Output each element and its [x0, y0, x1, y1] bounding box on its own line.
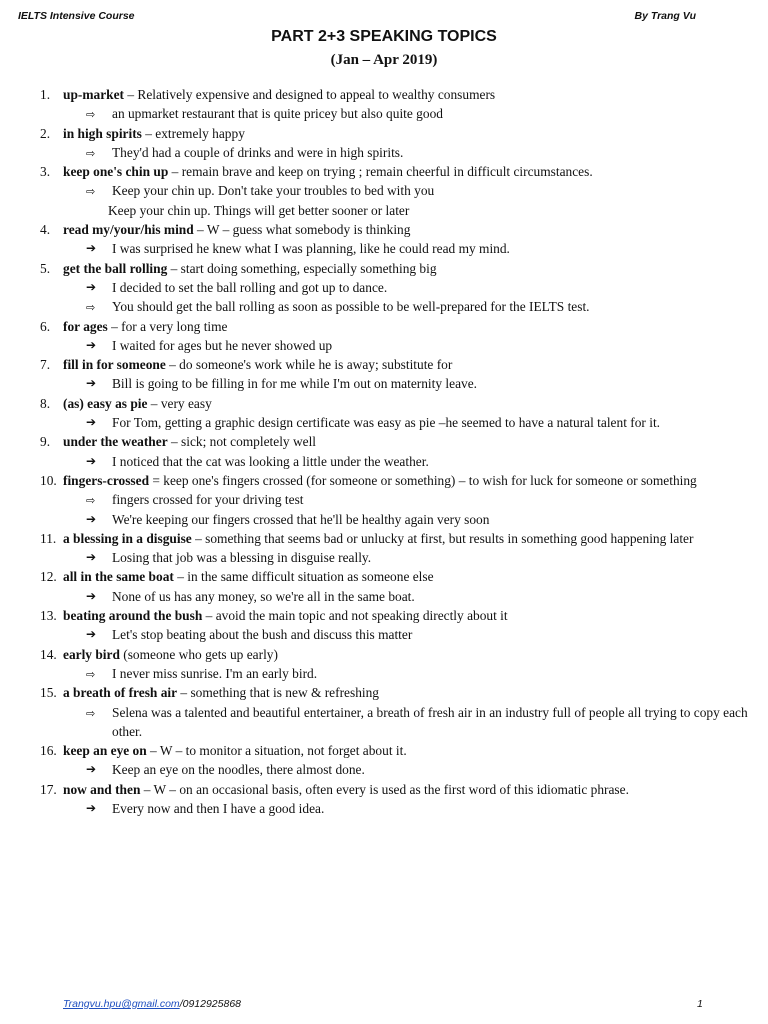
page-title: PART 2+3 SPEAKING TOPICS [271, 28, 497, 45]
example-sentence: I decided to set the ball rolling and got up to dance. [112, 279, 388, 295]
idiom-term: keep one's chin up [63, 164, 169, 180]
idiom-meaning: – avoid the main topic and not speaking directly about it [202, 608, 508, 624]
idiom-meaning: = keep one's fingers crossed (for someone or something) – to wish for luck for someone or something [149, 472, 697, 488]
example-sentence-line [0, 297, 752, 316]
solid-arrow-icon: ➔ [86, 550, 97, 565]
example-sentence-line [0, 548, 752, 567]
entry-number: 11. [40, 530, 57, 546]
idiom-term: (as) easy as pie [63, 395, 148, 411]
example-sentence-line [0, 799, 752, 818]
idiom-list [0, 85, 768, 818]
solid-arrow-icon: ➔ [86, 588, 97, 603]
entry-definition [63, 606, 718, 625]
list-item [0, 85, 768, 124]
idiom-meaning: – W – to monitor a situation, not forget about it. [146, 743, 407, 759]
entry-definition [63, 220, 718, 239]
list-item [0, 780, 768, 819]
entry-number: 6. [40, 318, 51, 334]
entry-definition [63, 85, 718, 104]
example-sentence-line [0, 374, 752, 393]
idiom-meaning: – something that seems bad or unlucky at first, but results in something good happening later [191, 530, 694, 546]
example-sentence-line [0, 181, 752, 200]
entry-definition-line [0, 355, 768, 374]
entry-number: 4. [40, 222, 51, 238]
list-item [0, 529, 768, 568]
entry-definition-line [0, 606, 768, 625]
example-sentence: I waited for ages but he never showed up [112, 337, 333, 353]
idiom-term: fingers-crossed [63, 472, 150, 488]
solid-arrow-icon: ➔ [86, 337, 97, 352]
entry-definition-line [0, 471, 768, 490]
example-sentence: For Tom, getting a graphic design certificate was easy as pie –he seemed to have a natural talent for it. [112, 415, 661, 431]
entry-number: 9. [40, 434, 51, 450]
solid-arrow-icon: ➔ [86, 453, 97, 468]
example-sentence: I never miss sunrise. I'm an early bird. [112, 665, 318, 681]
idiom-meaning: – start doing something, especially something big [167, 260, 437, 276]
outline-arrow-icon: ⇨ [86, 706, 96, 720]
solid-arrow-icon: ➔ [86, 511, 97, 526]
outline-arrow-icon: ⇨ [86, 494, 96, 508]
entry-definition-line [0, 780, 768, 799]
entry-number: 3. [40, 164, 51, 180]
list-item [0, 317, 768, 356]
solid-arrow-icon: ➔ [86, 627, 97, 642]
idiom-term: early bird [63, 646, 120, 662]
entry-number: 7. [40, 357, 51, 373]
outline-arrow-icon: ⇨ [86, 667, 96, 681]
entry-definition [63, 645, 718, 664]
idiom-meaning: – sick; not completely well [167, 434, 317, 450]
example-sentence: They'd had a couple of drinks and were in high spirits. [112, 144, 404, 160]
solid-arrow-icon: ➔ [86, 762, 97, 777]
header-author: By Trang Vu [634, 10, 696, 22]
outline-arrow-icon: ⇨ [86, 301, 96, 315]
solid-arrow-icon: ➔ [86, 376, 97, 391]
entry-number: 2. [40, 125, 51, 141]
idiom-term: get the ball rolling [63, 260, 168, 276]
entry-definition-line [0, 220, 768, 239]
entry-number: 10. [40, 472, 57, 488]
entry-definition [63, 259, 718, 278]
entry-definition [63, 162, 718, 181]
example-sentence-line [0, 201, 748, 220]
example-sentence: fingers crossed for your driving test [112, 492, 304, 508]
idiom-meaning: (someone who gets up early) [119, 646, 278, 662]
idiom-term: keep an eye on [63, 743, 147, 759]
list-item [0, 741, 768, 780]
idiom-meaning: – very easy [147, 395, 212, 411]
entry-number: 1. [40, 87, 51, 102]
entry-definition-line [0, 683, 768, 702]
example-sentence: Keep an eye on the noodles, there almost done. [112, 762, 365, 778]
entry-definition-line [0, 394, 768, 413]
example-sentence-line [0, 452, 752, 471]
solid-arrow-icon: ➔ [86, 800, 97, 815]
example-sentence: Bill is going to be filling in for me while I'm out on maternity leave. [112, 376, 478, 392]
example-sentence: I was surprised he knew what I was planning, like he could read my mind. [112, 241, 510, 257]
example-sentence-line [0, 143, 752, 162]
example-sentence: Let's stop beating about the bush and discuss this matter [112, 627, 413, 643]
list-item [0, 432, 768, 471]
example-sentence: I noticed that the cat was looking a little under the weather. [112, 453, 429, 469]
list-item [0, 124, 768, 163]
idiom-term: in high spirits [63, 125, 142, 141]
page-subtitle: (Jan – Apr 2019) [330, 52, 438, 68]
example-sentence: Losing that job was a blessing in disguise really. [112, 550, 372, 566]
example-sentence: Keep your chin up. Don't take your troubles to bed with you [112, 183, 435, 199]
example-sentence: Selena was a talented and beautiful entertainer, a breath of fresh air in an industry full of people all trying to copy each other. [112, 704, 748, 739]
outline-arrow-icon: ⇨ [86, 146, 96, 160]
idiom-term: a breath of fresh air [63, 685, 178, 701]
entry-definition [63, 432, 718, 451]
example-sentence-line [0, 490, 752, 509]
example-sentence-line [0, 104, 752, 123]
entry-definition [63, 780, 718, 799]
footer-contact [63, 998, 241, 1010]
entry-number: 5. [40, 260, 51, 276]
example-sentence-line [0, 664, 752, 683]
list-item [0, 220, 768, 259]
idiom-meaning: – W – on an occasional basis, often every is used as the first word of this idiomatic phrase. [140, 781, 629, 797]
list-item [0, 683, 768, 741]
entry-definition-line [0, 567, 768, 586]
entry-definition-line [0, 259, 768, 278]
entry-definition [63, 741, 718, 760]
example-sentence-line [0, 239, 752, 258]
list-item [0, 606, 768, 645]
entry-definition-line [0, 432, 768, 451]
list-item [0, 394, 768, 433]
entry-definition-line [0, 741, 768, 760]
example-sentence-line [0, 510, 752, 529]
idiom-term: beating around the bush [63, 608, 203, 624]
entry-definition-line [0, 317, 768, 336]
idiom-meaning: – something that is new & refreshing [177, 685, 380, 701]
list-item [0, 259, 768, 317]
example-sentence: You should get the ball rolling as soon as possible to be well-prepared for the IELTS test. [112, 299, 590, 315]
page-number: 1 [697, 998, 703, 1010]
idiom-meaning: – in the same difficult situation as someone else [173, 569, 434, 585]
list-item [0, 567, 768, 606]
footer-email-link[interactable]: Trangvu.hpu@gmail.com [63, 998, 180, 1010]
solid-arrow-icon: ➔ [86, 415, 97, 430]
outline-arrow-icon: ⇨ [86, 185, 96, 199]
example-sentence: None of us has any money, so we're all in the same boat. [112, 588, 415, 604]
idiom-term: fill in for someone [63, 357, 166, 373]
entry-definition [63, 529, 718, 548]
idiom-term: up-market [63, 87, 124, 102]
entry-definition-line [0, 124, 768, 143]
solid-arrow-icon: ➔ [86, 241, 97, 256]
entry-number: 8. [40, 395, 51, 411]
example-sentence-line [0, 336, 752, 355]
idiom-term: for ages [63, 318, 108, 334]
entry-definition-line [0, 529, 768, 548]
header-course-name: IELTS Intensive Course [18, 10, 135, 22]
idiom-meaning: – do someone's work while he is away; substitute for [165, 357, 453, 373]
outline-arrow-icon: ⇨ [86, 108, 96, 122]
idiom-term: under the weather [63, 434, 168, 450]
example-sentence-line [0, 413, 752, 432]
example-sentence-line [0, 625, 752, 644]
idiom-meaning: – extremely happy [141, 125, 245, 141]
idiom-term: all in the same boat [63, 569, 174, 585]
entry-number: 17. [40, 781, 57, 797]
example-sentence: Every now and then I have a good idea. [112, 800, 325, 816]
idiom-meaning: – W – guess what somebody is thinking [193, 222, 411, 238]
entry-number: 13. [40, 608, 57, 624]
example-sentence-line [0, 278, 752, 297]
example-sentence-line [0, 587, 752, 606]
entry-definition [63, 471, 718, 490]
entry-definition [63, 567, 718, 586]
list-item [0, 162, 768, 220]
idiom-meaning: – Relatively expensive and designed to appeal to wealthy consumers [124, 87, 496, 102]
list-item [0, 645, 768, 684]
solid-arrow-icon: ➔ [86, 279, 97, 294]
example-sentence-line [0, 703, 752, 742]
idiom-meaning: – remain brave and keep on trying ; remain cheerful in difficult circumstances. [168, 164, 593, 180]
example-sentence-line [0, 760, 752, 779]
entry-number: 15. [40, 685, 57, 701]
list-item [0, 355, 768, 394]
entry-definition [63, 355, 718, 374]
example-sentence: an upmarket restaurant that is quite pricey but also quite good [112, 106, 443, 122]
entry-definition [63, 317, 718, 336]
entry-definition-line [0, 645, 768, 664]
idiom-term: read my/your/his mind [63, 222, 194, 238]
entry-number: 12. [40, 569, 57, 585]
entry-definition [63, 394, 718, 413]
footer-phone: /0912925868 [179, 998, 242, 1010]
idiom-term: a blessing in a disguise [63, 530, 192, 546]
idiom-meaning: – for a very long time [107, 318, 228, 334]
entry-definition [63, 124, 718, 143]
list-item [0, 471, 768, 529]
idiom-term: now and then [63, 781, 141, 797]
example-sentence: We're keeping our fingers crossed that he'll be healthy again very soon [112, 511, 490, 527]
entry-definition [63, 683, 718, 702]
entry-definition-line [0, 162, 768, 181]
entry-number: 14. [40, 646, 57, 662]
example-sentence: Keep your chin up. Things will get better sooner or later [108, 202, 410, 218]
entry-number: 16. [40, 743, 57, 759]
entry-definition-line [0, 85, 768, 104]
